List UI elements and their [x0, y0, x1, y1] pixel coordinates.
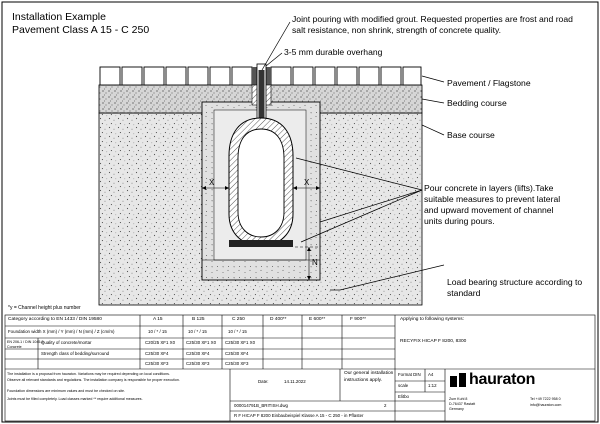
- row2-label: Quality of concrete/mortar: [41, 340, 92, 345]
- joint-callout-line-2: salt resistance, non shrink, strength of concrete quality.: [292, 25, 502, 35]
- pour-callout-line-2: suitable measures to prevent lateral: [424, 194, 561, 204]
- table-header-label: Category according to EN 1433 / DIN 19580: [8, 317, 102, 322]
- class-d400: D 400**: [270, 317, 287, 322]
- date-label: Date:: [258, 379, 269, 384]
- drawing-caption: R F HICAP F 8200 Einbaubeispiel Klasse A 15 - C 250 - in Pflaster: [234, 413, 364, 418]
- row4-c250: C25/30 XF3: [225, 361, 249, 366]
- dim-x-left: X: [209, 178, 215, 187]
- class-e600: E 600**: [309, 317, 326, 322]
- row1-c250: 10 / * / 15: [228, 329, 247, 334]
- row2-a15: C20/25 XF1 X0: [145, 340, 176, 345]
- row2-c250: C25/30 XF1 X0: [225, 340, 256, 345]
- base-label: Base course: [447, 130, 495, 140]
- date-value: 14.11.2022: [284, 379, 306, 384]
- pour-callout-line-4: units during pours.: [424, 216, 495, 226]
- row3-a15: C25/30 XF4: [145, 351, 169, 356]
- pour-callout-line-3: and upward movement of channel: [424, 205, 554, 215]
- general-instructions-1: Our general installation: [344, 371, 394, 376]
- load-callout-line-2: standard: [447, 288, 481, 298]
- applying-value: RECYFIX HICAP F 8200, 8300: [400, 339, 467, 344]
- drawn-by: Elitbo: [398, 394, 409, 399]
- dim-n: N: [312, 258, 318, 267]
- general-instructions-2: instructions apply.: [344, 378, 383, 383]
- revision: 2: [384, 403, 387, 408]
- format-value: A4: [428, 372, 434, 377]
- class-c250: C 250: [232, 317, 245, 322]
- company-logo-text: hauraton: [469, 371, 536, 388]
- disclaimer-line-2: Observe all relevant standards and regulations. The installation company is responsible for proper execution.: [7, 378, 180, 382]
- scale-label: scale: [398, 383, 409, 388]
- pavement-label: Pavement / Flagstone: [447, 78, 531, 88]
- title-line-2: Pavement Class A 15 - C 250: [12, 24, 150, 36]
- dim-x-right: X: [304, 178, 310, 187]
- class-f900: F 900**: [350, 317, 366, 322]
- load-callout-line-1: Load bearing structure according to: [447, 277, 583, 287]
- format-label: Format DIN: [398, 372, 421, 377]
- row3-c250: C25/30 XF4: [225, 351, 249, 356]
- address-line-2: D-76437 Rastatt: [449, 402, 476, 406]
- hauraton-logo-icon: [450, 373, 466, 387]
- overhang-callout: 3-5 mm durable overhang: [284, 47, 383, 57]
- address-line-1: Zum Kuhl 8: [449, 397, 468, 401]
- row4-a15: C25/30 XF3: [145, 361, 169, 366]
- drawing-number: 000014791B_BRITISH.dwg: [234, 403, 288, 408]
- row3-b125: C25/30 XF4: [186, 351, 210, 356]
- class-a15: A 15: [153, 317, 163, 322]
- disclaimer-line-3: Foundation dimensions are minimum values and must be checked on site.: [7, 389, 126, 393]
- pour-callout-line-1: Pour concrete in layers (lifts).Take: [424, 183, 554, 193]
- disclaimer-line-1: The installation is a proposal from hauraton. Variations may be required depending on local conditions.: [7, 372, 170, 376]
- row2-b125: C25/30 XF1 X0: [186, 340, 217, 345]
- row1-label: Foundation width X (mm) / Y (mm) / N (mm) / Z (cm/m): [8, 329, 115, 334]
- disclaimer-line-4: Joints must be filled completely. Load classes marked ** require additional measures.: [7, 397, 143, 401]
- standard-note: EN 206-1 / DIN 1045-2: [7, 340, 44, 344]
- bedding-label: Bedding course: [447, 98, 507, 108]
- row1-b125: 10 / * / 15: [188, 329, 207, 334]
- phone: Tel +49 7222 958 0: [530, 397, 561, 401]
- joint-callout-line-1: Joint pouring with modified grout. Requested properties are frost and road: [292, 14, 573, 24]
- row3-label: Strength class of bedding/surround: [41, 351, 110, 356]
- class-b125: B 125: [192, 317, 205, 322]
- row4-b125: C25/30 XF3: [186, 361, 210, 366]
- title-line-1: Installation Example: [12, 11, 106, 23]
- row1-a15: 10 / * / 15: [148, 329, 167, 334]
- scale-value: 1:12: [428, 383, 437, 388]
- email: info@hauraton.com: [530, 403, 562, 407]
- address-line-3: Germany: [449, 407, 464, 411]
- concrete-note: Concrete: [7, 345, 22, 349]
- applying-label: Applying to following systems:: [400, 317, 464, 322]
- footnote: *y = Channel height plus number: [8, 305, 81, 311]
